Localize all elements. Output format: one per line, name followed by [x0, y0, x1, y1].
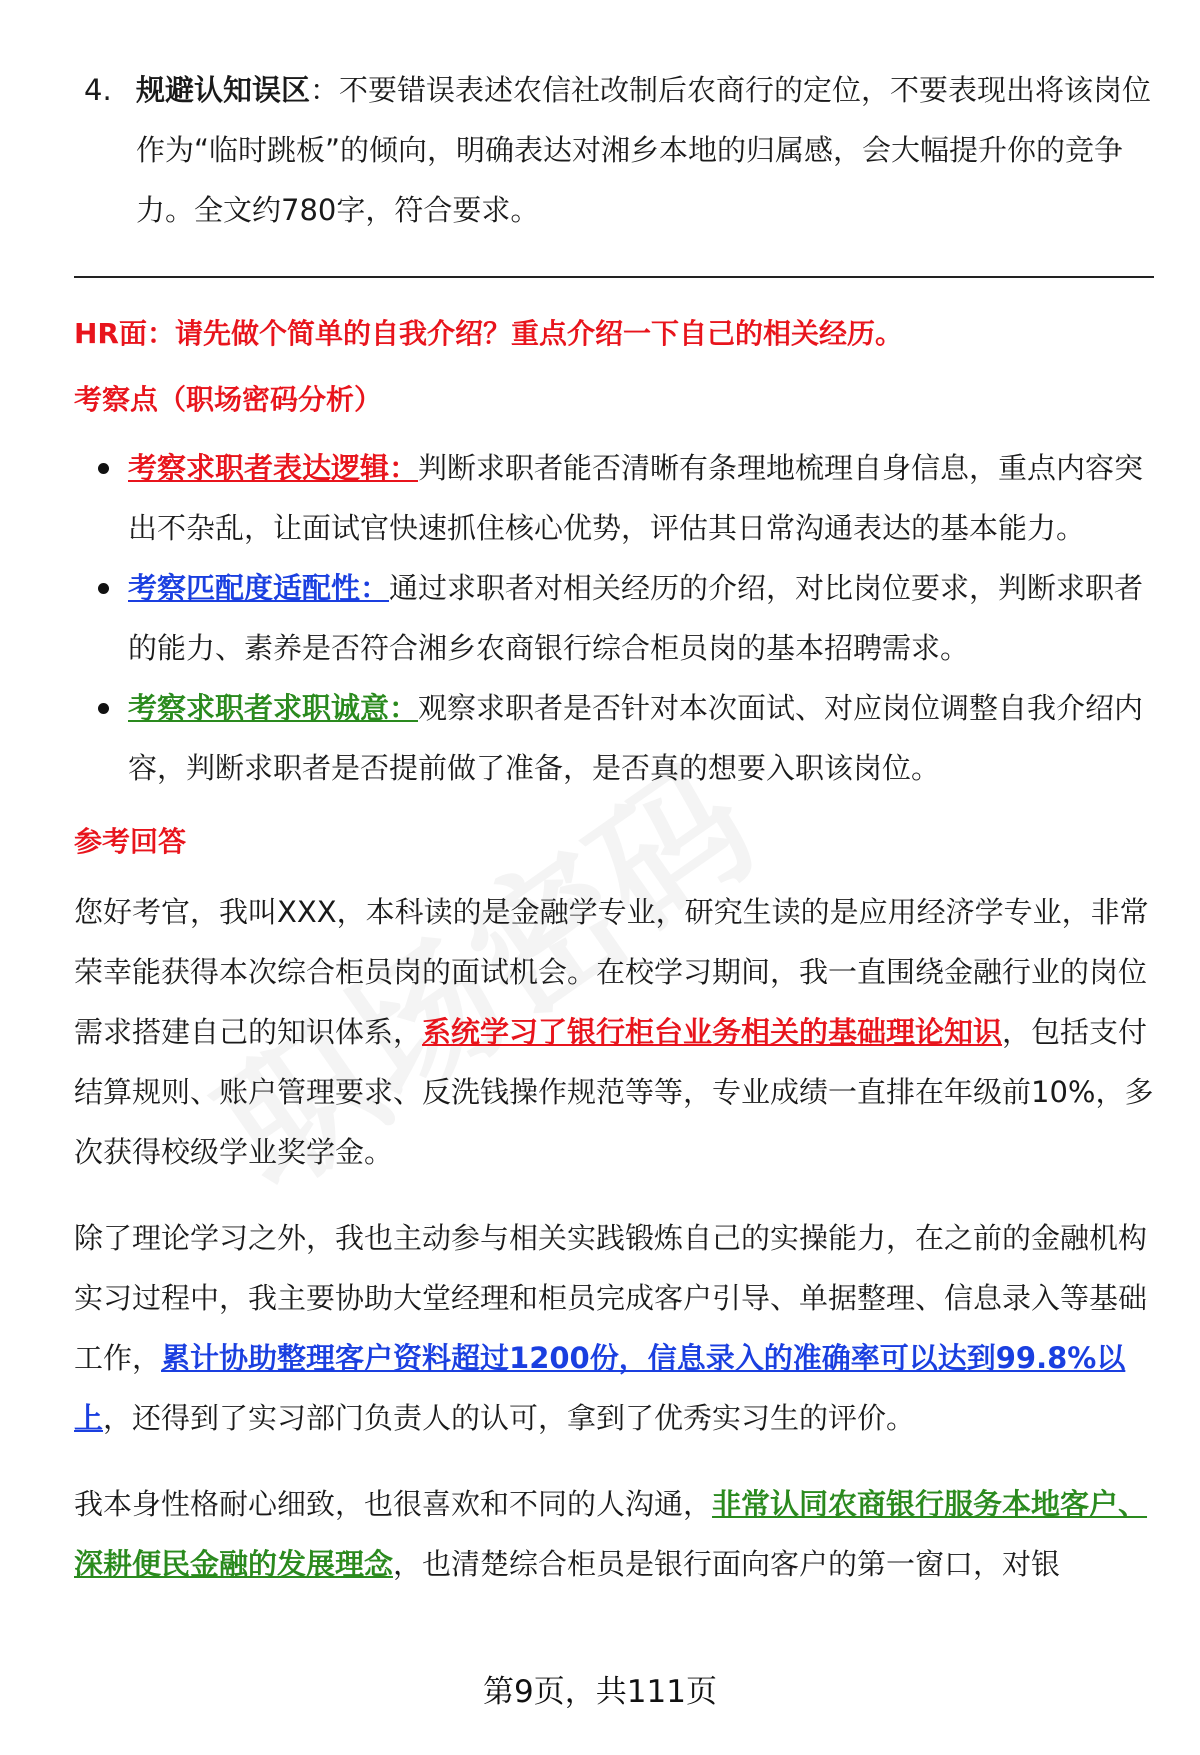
answer-paragraph-2 — [74, 1208, 1154, 1448]
paragraph-text: 您好考官，我叫XXX，本科读的是金融学专业，研究生读的是应用经济学专业，非常荣幸能获得本次综合柜员岗的面试机会。在校学习期间，我一直围绕金融行业的岗位需求搭建自己的知识体系， — [74, 895, 1149, 1049]
paragraph-highlight: 系统学习了银行柜台业务相关的基础理论知识 — [422, 1015, 1003, 1049]
section-divider — [74, 276, 1154, 278]
page-footer: 第9页，共111页 — [483, 1674, 717, 1710]
analysis-heading: 考察点（职场密码分析） — [74, 383, 383, 416]
point-text: 通过求职者对相关经历的介绍，对比岗位要求，判断求职者的能力、素养是否符合湘乡农商银行综合柜员岗的基本招聘需求。 — [128, 571, 1144, 665]
answer-paragraph-1 — [74, 882, 1154, 1182]
point-text: 观察求职者是否针对本次面试、对应岗位调整自我介绍内容，判断求职者是否提前做了准备，是否真的想要入职该岗位。 — [128, 691, 1144, 785]
paragraph-highlight: 累计协助整理客户资料超过1200份，信息录入的准确率可以达到99.8%以上 — [74, 1341, 1126, 1435]
point-label: 考察求职者求职诚意： — [128, 691, 419, 725]
paragraph-text: ，还得到了实习部门负责人的认可，拿到了优秀实习生的评价。 — [103, 1401, 916, 1435]
paragraph-text: ，也清楚综合柜员是银行面向客户的第一窗口，对银 — [393, 1547, 1061, 1581]
point-label: 考察匹配度适配性： — [128, 571, 390, 605]
item-body — [136, 60, 1154, 240]
list-item — [74, 558, 1154, 678]
analysis-points — [74, 438, 1154, 798]
list-item — [74, 678, 1154, 798]
list-item-4 — [74, 60, 1154, 240]
answer-heading: 参考回答 — [74, 825, 187, 858]
paragraph-text: 除了理论学习之外，我也主动参与相关实践锻炼自己的实操能力，在之前的金融机构实习过程中，我主要协助大堂经理和柜员完成客户引导、单据整理、信息录入等基础工作， — [74, 1221, 1148, 1375]
paragraph-text: ，包括支付结算规则、账户管理要求、反洗钱操作规范等等，专业成绩一直排在年级前10%，多次获得校级学业奖学金。 — [74, 1015, 1154, 1169]
answer-paragraph-3 — [74, 1474, 1154, 1594]
item-title: 规避认知误区 — [136, 73, 311, 107]
document-page — [74, 60, 1154, 1594]
point-text: 判断求职者能否清晰有条理地梳理自身信息，重点内容突出不杂乱，让面试官快速抓住核心优势，评估其日常沟通表达的基本能力。 — [128, 451, 1144, 545]
bullet-icon — [98, 583, 109, 594]
question-heading: HR面：请先做个简单的自我介绍？重点介绍一下自己的相关经历。 — [74, 317, 903, 350]
bullet-icon — [98, 703, 109, 714]
point-label: 考察求职者表达逻辑： — [128, 451, 419, 485]
bullet-icon — [98, 463, 109, 474]
paragraph-highlight: 非常认同农商银行服务本地客户、深耕便民金融的发展理念 — [74, 1487, 1148, 1581]
list-item — [74, 438, 1154, 558]
item-text: ：不要错误表述农信社改制后农商行的定位，不要表现出将该岗位作为“临时跳板”的倾向，明确表达对湘乡本地的归属感，会大幅提升你的竞争力。全文约780字，符合要求。 — [136, 73, 1152, 227]
paragraph-text: 我本身性格耐心细致，也很喜欢和不同的人沟通， — [74, 1487, 713, 1521]
item-number: 4. — [84, 73, 112, 107]
